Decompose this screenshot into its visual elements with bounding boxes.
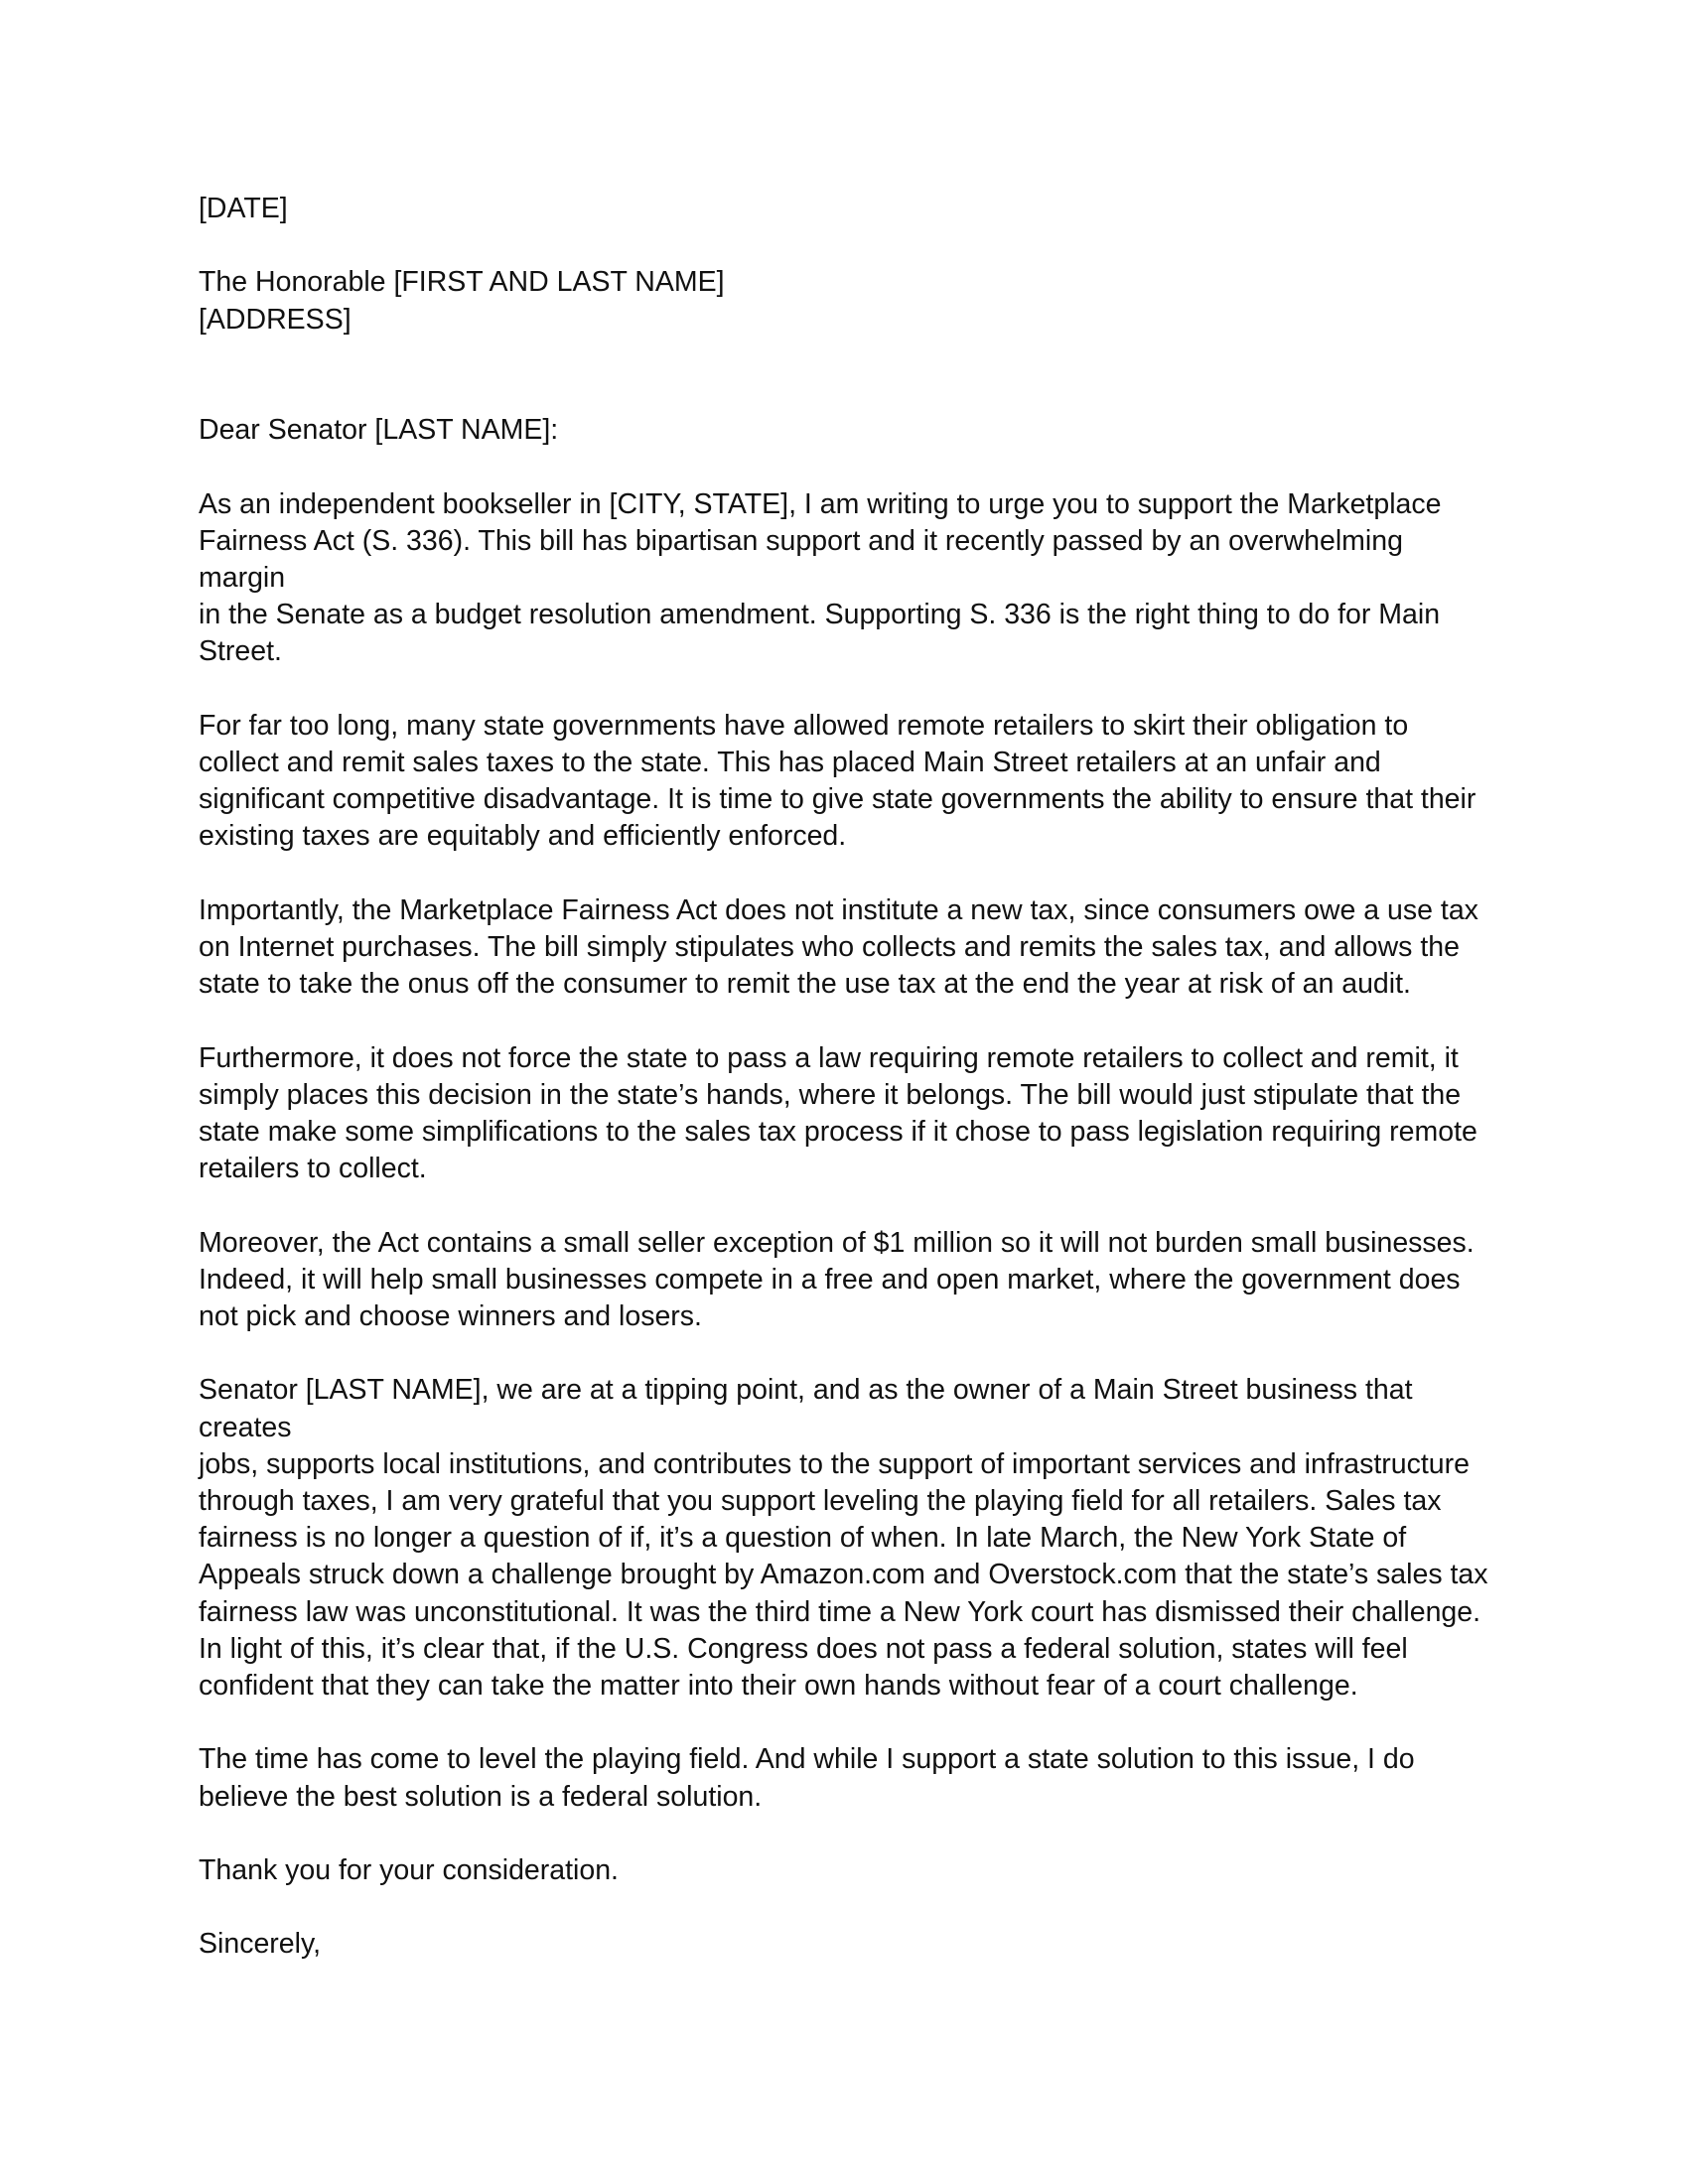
paragraph-line: Appeals struck down a challenge brought by Amazon.com and Overstock.com that the state’s sales tax — [199, 1559, 1488, 1591]
paragraph-5 — [199, 1225, 1489, 1336]
spacer — [199, 339, 1489, 412]
paragraph-8 — [199, 1852, 1489, 1889]
paragraph-line: not pick and choose winners and losers. — [199, 1299, 702, 1332]
paragraph-line: believe the best solution is a federal solution. — [199, 1780, 763, 1813]
spacer — [199, 1705, 1489, 1741]
paragraph-line: state make some simplifications to the sales tax process if it chose to pass legislation requiring remote — [199, 1115, 1477, 1148]
paragraph-line: simply places this decision in the state’s hands, where it belongs. The bill would just stipulate that the — [199, 1078, 1462, 1111]
paragraph-line: collect and remit sales taxes to the state. This has placed Main Street retailers at an unfair and — [199, 746, 1381, 778]
paragraph-line: The time has come to level the playing field. And while I support a state solution to this issue, I do — [199, 1743, 1415, 1776]
paragraph-4 — [199, 1040, 1489, 1188]
paragraph-line: For far too long, many state governments have allowed remote retailers to skirt their obligation to — [199, 709, 1409, 742]
paragraph-line: As an independent bookseller in [CITY, STATE], I am writing to urge you to support the Marketplace — [199, 487, 1442, 520]
spacer — [199, 449, 1489, 485]
paragraph-line: fairness is no longer a question of if, it’s a question of when. In late March, the New York State of — [199, 1522, 1407, 1555]
recipient-name: The Honorable [FIRST AND LAST NAME] — [199, 266, 725, 299]
paragraph-line: Moreover, the Act contains a small seller exception of $1 million so it will not burden small businesses. — [199, 1226, 1475, 1259]
paragraph-2 — [199, 708, 1489, 856]
paragraph-line: jobs, supports local institutions, and contributes to the support of important services and infrastructure — [199, 1447, 1470, 1480]
spacer — [199, 227, 1489, 264]
letter-date: [DATE] — [199, 193, 288, 224]
paragraph-line: retailers to collect. — [199, 1153, 427, 1185]
paragraph-line: Fairness Act (S. 336). This bill has bipartisan support and it recently passed by an overwhelming margin — [199, 524, 1403, 594]
paragraph-line: Senator [LAST NAME], we are at a tipping point, and as the owner of a Main Street business that creates — [199, 1374, 1413, 1443]
spacer — [199, 1816, 1489, 1852]
paragraph-line: confident that they can take the matter into their own hands without fear of a court challenge. — [199, 1670, 1358, 1702]
letter-body — [199, 191, 1489, 1964]
paragraph-line: through taxes, I am very grateful that you support leveling the playing field for all retailers. Sales tax — [199, 1484, 1442, 1517]
paragraph-line: Street. — [199, 635, 282, 668]
paragraph-line: Importantly, the Marketplace Fairness Act does not institute a new tax, since consumers owe a use tax — [199, 893, 1478, 926]
salutation: Dear Senator [LAST NAME]: — [199, 414, 559, 447]
paragraph-1 — [199, 486, 1489, 671]
paragraph-3 — [199, 892, 1489, 1004]
paragraph-line: state to take the onus off the consumer to remit the use tax at the end the year at risk of an audit. — [199, 968, 1411, 1001]
paragraph-7 — [199, 1741, 1489, 1815]
paragraph-line: in the Senate as a budget resolution amendment. Supporting S. 336 is the right thing to do for Main — [199, 599, 1441, 631]
spacer — [199, 1003, 1489, 1039]
paragraph-line: Thank you for your consideration. — [199, 1853, 619, 1886]
paragraph-line: existing taxes are equitably and efficiently enforced. — [199, 820, 847, 853]
spacer — [199, 671, 1489, 708]
closing: Sincerely, — [199, 1928, 322, 1961]
spacer — [199, 1889, 1489, 1926]
paragraph-line: In light of this, it’s clear that, if the U.S. Congress does not pass a federal solution, states will feel — [199, 1632, 1408, 1665]
recipient-address: [ADDRESS] — [199, 303, 352, 336]
paragraph-line: significant competitive disadvantage. It is time to give state governments the ability to ensure that their — [199, 783, 1477, 816]
paragraph-line: Indeed, it will help small businesses compete in a free and open market, where the government does — [199, 1263, 1461, 1296]
spacer — [199, 1187, 1489, 1224]
paragraph-line: Furthermore, it does not force the state to pass a law requiring remote retailers to collect and remit, it — [199, 1041, 1459, 1074]
spacer — [199, 1335, 1489, 1372]
paragraph-line: on Internet purchases. The bill simply stipulates who collects and remits the sales tax, and allows the — [199, 930, 1460, 963]
paragraph-6 — [199, 1372, 1489, 1705]
paragraph-line: fairness law was unconstitutional. It was the third time a New York court has dismissed their challenge. — [199, 1595, 1481, 1628]
spacer — [199, 856, 1489, 892]
